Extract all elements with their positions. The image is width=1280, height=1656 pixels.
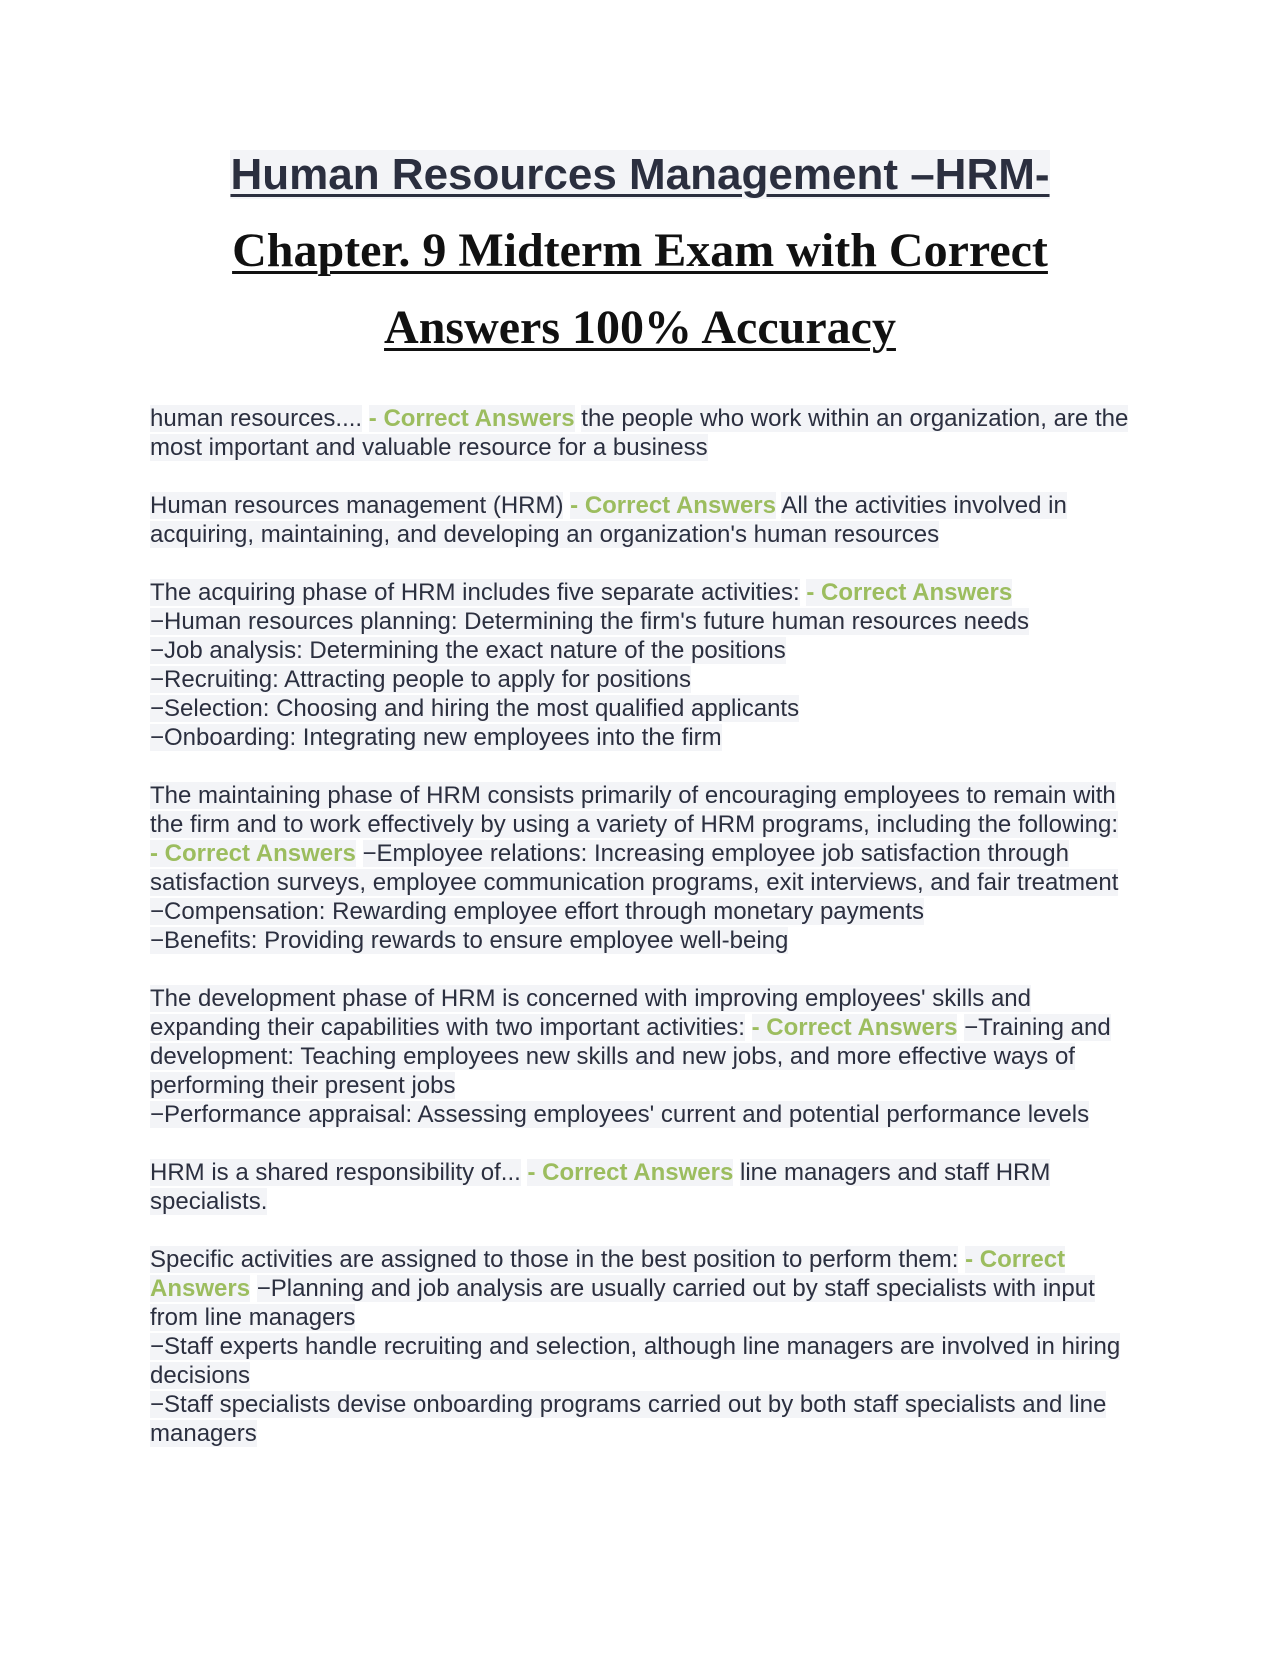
answer-text: All the activities involved in acquiring, maintaining, and developing an organization's human resources — [150, 492, 1067, 548]
correct-answers-marker: - Correct Answers — [806, 579, 1013, 606]
answer-line: −Job analysis: Determining the exact nature of the positions — [150, 637, 786, 664]
answer-line: −Benefits: Providing rewards to ensure employee well-being — [150, 927, 789, 954]
qa-item — [150, 1158, 1130, 1216]
answer-line: −Selection: Choosing and hiring the most qualified applicants — [150, 695, 800, 722]
qa-item — [150, 1245, 1130, 1448]
answer-line: −Staff specialists devise onboarding programs carried out by both staff specialists and line managers — [150, 1391, 1107, 1447]
qa-item — [150, 984, 1130, 1129]
question-text: Specific activities are assigned to those in the best position to perform them: — [150, 1246, 959, 1273]
question-text: The maintaining phase of HRM consists primarily of encouraging employees to remain with the firm and to work effectively by using a variety of HRM programs, including the following: — [150, 782, 1118, 838]
answer-text: line managers and staff HRM specialists. — [150, 1159, 1051, 1215]
answer-line: −Human resources planning: Determining the firm's future human resources needs — [150, 608, 1030, 635]
question-text: Human resources management (HRM) — [150, 492, 564, 519]
answer-line: −Employee relations: Increasing employee job satisfaction through satisfaction surveys, employee communication programs, exit interviews, and fair treatment — [150, 840, 1119, 896]
qa-item — [150, 404, 1130, 462]
answer-line: −Compensation: Rewarding employee effort through monetary payments — [150, 898, 924, 925]
correct-answers-marker: - Correct Answers — [150, 1246, 1066, 1302]
title-line-3: Answers 100% Accuracy — [384, 301, 896, 354]
title-line-1: Human Resources Management –HRM- — [230, 150, 1050, 199]
question-text: The acquiring phase of HRM includes five separate activities: — [150, 579, 800, 606]
answer-line: −Recruiting: Attracting people to apply for positions — [150, 666, 691, 693]
title-line-2: Chapter. 9 Midterm Exam with Correct — [232, 224, 1048, 277]
qa-item — [150, 491, 1130, 549]
answer-line: −Planning and job analysis are usually carried out by staff specialists with input from line managers — [150, 1275, 1095, 1331]
correct-answers-marker: - Correct Answers — [368, 405, 575, 432]
answer-line: −Staff experts handle recruiting and selection, although line managers are involved in hiring decisions — [150, 1333, 1121, 1389]
qa-item — [150, 578, 1130, 752]
answer-line: −Training and development: Teaching employees new skills and new jobs, and more effective ways of performing their present jobs — [150, 1014, 1111, 1099]
answer-text: the people who work within an organization, are the most important and valuable resource for a business — [150, 405, 1129, 461]
question-text: The development phase of HRM is concerned with improving employees' skills and expanding their capabilities with two important activities: — [150, 985, 1032, 1041]
qa-item — [150, 781, 1130, 955]
document-page — [150, 142, 1130, 1477]
correct-answers-marker: - Correct Answers — [150, 840, 356, 867]
answer-line: −Performance appraisal: Assessing employees' current and potential performance levels — [150, 1101, 1090, 1128]
correct-answers-marker: - Correct Answers — [570, 492, 776, 519]
document-title — [150, 142, 1130, 372]
question-text: HRM is a shared responsibility of... — [150, 1159, 521, 1186]
correct-answers-marker: - Correct Answers — [751, 1014, 958, 1041]
question-text: human resources.... — [150, 405, 363, 432]
correct-answers-marker: - Correct Answers — [527, 1159, 734, 1186]
answer-line: −Onboarding: Integrating new employees into the firm — [150, 724, 722, 751]
